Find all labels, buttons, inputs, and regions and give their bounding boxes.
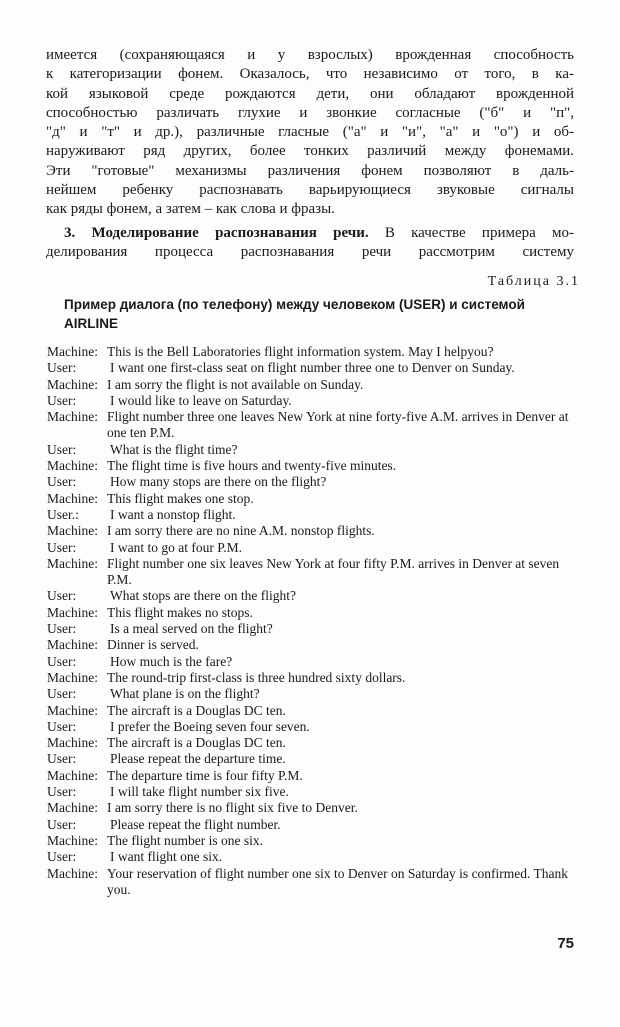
dialog-speaker: User.:: [47, 506, 79, 522]
dialog-turn: [47, 833, 587, 849]
dialog-turn: [47, 409, 587, 442]
dialog-utterance: Is a meal served on the flight?: [110, 621, 273, 637]
dialog-turn: [47, 670, 587, 686]
dialog-turn: [47, 703, 587, 719]
dialog-turn: [47, 849, 587, 865]
dialog-turn: [47, 866, 587, 899]
dialog-utterance: I am sorry the flight is not available on Sunday.: [107, 376, 364, 392]
dialog-speaker: Machine:: [47, 669, 98, 685]
dialog-turn: [47, 377, 587, 393]
dialog-turn: [47, 637, 587, 653]
dialog-speaker: Machine:: [47, 767, 98, 783]
dialog-utterance: I want to go at four P.M.: [110, 539, 242, 555]
dialog-utterance: I want a nonstop flight.: [110, 506, 236, 522]
dialog-turn: [47, 800, 587, 816]
dialog-speaker: Machine:: [47, 604, 98, 620]
dialog-speaker: User:: [47, 621, 77, 637]
dialog-turn: [47, 491, 587, 507]
dialog-turn: [47, 556, 587, 589]
dialog-speaker: Machine:: [47, 637, 98, 653]
page-number: 75: [557, 935, 574, 952]
dialog-utterance: Flight number three one leaves New York at nine forty-five A.M. arrives in Denver at one ten P.M.: [107, 409, 569, 441]
dialog-speaker: User:: [47, 751, 77, 767]
dialog-utterance: This flight makes no stops.: [107, 604, 253, 620]
dialog-speaker: User:: [47, 849, 77, 865]
section-heading: 3. Моделирование распознавания речи.: [64, 225, 369, 241]
dialog-turn: [47, 784, 587, 800]
dialog-utterance: The aircraft is a Douglas DC ten.: [107, 735, 286, 751]
dialog-utterance: Your reservation of flight number one six to Denver on Saturday is confirmed. Thank you.: [107, 865, 569, 897]
dialog-speaker: Machine:: [47, 702, 98, 718]
dialog-utterance: Flight number one six leaves New York at four fifty P.M. arrives in Denver at seven P.M.: [107, 555, 560, 588]
dialog-turn: [47, 817, 587, 833]
dialog-turn: [47, 588, 587, 604]
dialog-utterance: I want one first-class seat on flight number three one to Denver on Sunday.: [110, 360, 515, 376]
dialog-speaker: Machine:: [47, 344, 98, 359]
dialog-utterance: I am sorry there are no nine A.M. nonstop flights.: [107, 523, 375, 539]
dialog-utterance: What stops are there on the flight?: [110, 588, 296, 604]
dialog-speaker: User:: [47, 474, 77, 490]
dialog-turn: [47, 686, 587, 702]
body-paragraph: [46, 46, 574, 220]
dialog-turn: [47, 507, 587, 523]
dialog-speaker: User:: [47, 441, 77, 457]
dialog-turn: [47, 344, 587, 360]
dialog-utterance: I want flight one six.: [110, 849, 223, 865]
dialog-speaker: User:: [47, 360, 77, 376]
text-line: как ряды фонем, а затем – как слова и фразы.: [46, 201, 335, 218]
dialog-utterance: Please repeat the departure time.: [110, 751, 286, 767]
dialog-speaker: Machine:: [47, 832, 98, 848]
dialog-utterance: How much is the fare?: [110, 653, 233, 669]
text-line: наруживают ряд других, более тонких различий между фонемами.: [46, 143, 574, 160]
dialog-speaker: Machine:: [47, 490, 98, 506]
dialog-speaker: Machine:: [47, 800, 98, 816]
dialog-speaker: User:: [47, 816, 77, 832]
dialog-speaker: User:: [47, 686, 77, 702]
text-line: "д" и "т" и др.), различные гласные ("а" и "и", "а" и "о") и об-: [46, 124, 574, 141]
dialog-turn: [47, 768, 587, 784]
table-title: Пример диалога (по телефону) между человеком (USER) и системой AIRLINE: [64, 297, 525, 331]
dialog-speaker: Machine:: [47, 409, 98, 425]
dialog-transcript: [47, 344, 587, 898]
dialog-turn: [47, 458, 587, 474]
dialog-utterance: I will take flight number six five.: [110, 784, 289, 800]
dialog-utterance: This flight makes one stop.: [107, 490, 254, 506]
dialog-speaker: User:: [47, 718, 77, 734]
dialog-utterance: How many stops are there on the flight?: [110, 474, 327, 490]
dialog-speaker: Machine:: [47, 555, 98, 571]
dialog-speaker: User:: [47, 588, 77, 604]
text-line: Эти "готовые" механизмы различения фонем позволяют в даль-: [46, 162, 574, 179]
dialog-turn: [47, 605, 587, 621]
dialog-utterance: Please repeat the flight number.: [110, 816, 281, 832]
dialog-speaker: Machine:: [47, 523, 98, 539]
dialog-speaker: Machine:: [47, 735, 98, 751]
dialog-utterance: The round-trip first-class is three hundred sixty dollars.: [107, 669, 406, 685]
dialog-utterance: This is the Bell Laboratories flight information system. May I helpyou?: [107, 344, 494, 359]
dialog-utterance: The aircraft is a Douglas DC ten.: [107, 702, 286, 718]
dialog-speaker: User:: [47, 539, 77, 555]
dialog-utterance: The flight number is one six.: [107, 832, 263, 848]
dialog-speaker: User:: [47, 784, 77, 800]
text-line: кой языковой среде рождаются дети, они обладают врожденной: [46, 85, 574, 102]
dialog-utterance: What plane is on the flight?: [110, 686, 260, 702]
dialog-utterance: What is the flight time?: [110, 441, 238, 457]
dialog-turn: [47, 393, 587, 409]
text-line: [46, 224, 574, 243]
dialog-speaker: Machine:: [47, 865, 98, 881]
dialog-speaker: User:: [47, 653, 77, 669]
dialog-utterance: Dinner is served.: [107, 637, 199, 653]
dialog-turn: [47, 523, 587, 539]
table-label: Таблица 3.1: [487, 274, 580, 289]
dialog-utterance: The departure time is four fifty P.M.: [107, 767, 303, 783]
text-line: нейшем ребенку распознавать варьирующиеся звуковые сигналы: [46, 182, 574, 199]
dialog-turn: [47, 719, 587, 735]
dialog-turn: [47, 360, 587, 376]
text-line: к категоризации фонем. Оказалось, что независимо от того, в ка-: [46, 66, 574, 83]
text-line: делирования процесса распознавания речи рассмотрим систему: [46, 244, 574, 261]
dialog-turn: [47, 621, 587, 637]
dialog-utterance: The flight time is five hours and twenty-five minutes.: [107, 458, 397, 474]
dialog-turn: [47, 540, 587, 556]
dialog-utterance: I would like to leave on Saturday.: [110, 392, 292, 408]
section-text: В качестве примера мо-: [368, 225, 574, 241]
text-line: имеется (сохраняющаяся и у взрослых) врожденная способность: [46, 47, 574, 63]
dialog-speaker: Machine:: [47, 458, 98, 474]
section-paragraph: [46, 224, 574, 263]
dialog-turn: [47, 442, 587, 458]
dialog-turn: [47, 474, 587, 490]
dialog-turn: [47, 654, 587, 670]
dialog-speaker: Machine:: [47, 376, 98, 392]
dialog-turn: [47, 735, 587, 751]
dialog-utterance: I am sorry there is no flight six five to Denver.: [107, 800, 358, 816]
text-line: способностью различать глухие и звонкие согласные ("б" и "п",: [46, 104, 574, 121]
dialog-speaker: User:: [47, 392, 77, 408]
dialog-utterance: I prefer the Boeing seven four seven.: [110, 718, 310, 734]
dialog-turn: [47, 751, 587, 767]
